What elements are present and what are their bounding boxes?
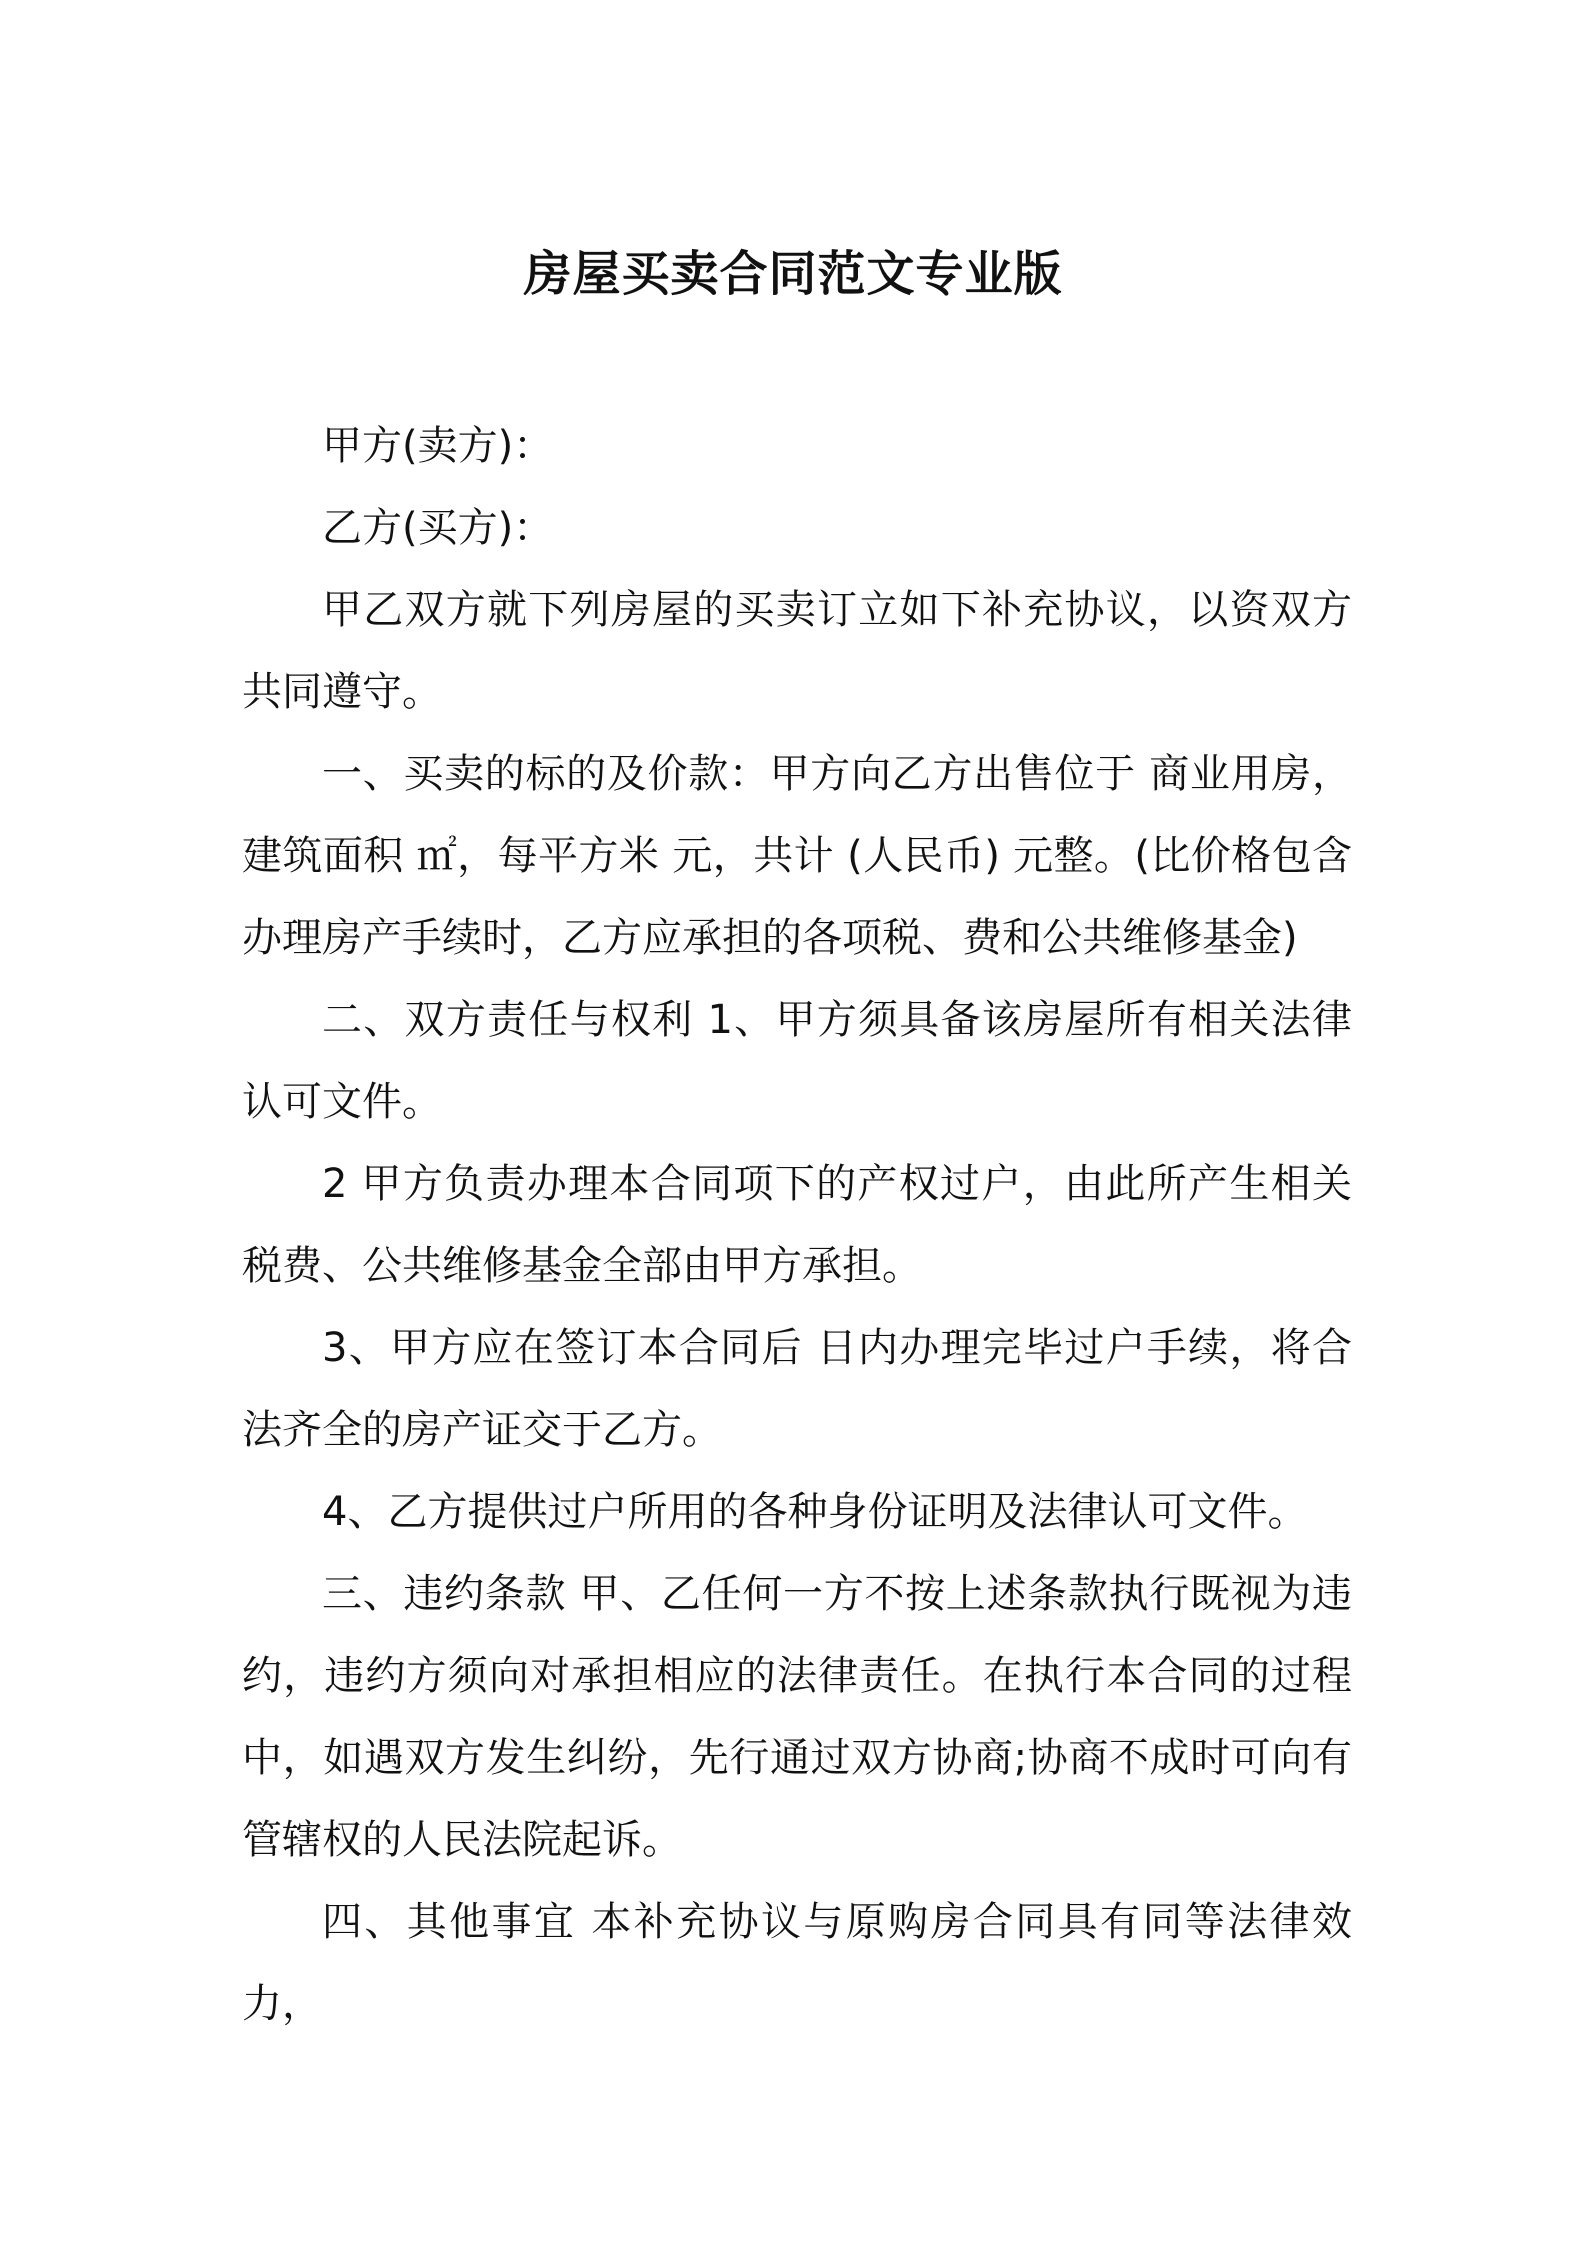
clause-2-item-2: 2 甲方负责办理本合同项下的产权过户，由此所产生相关税费、公共维修基金全部由甲方承担。 bbox=[242, 1161, 1352, 1289]
clause-2-item-4: 4、乙方提供过户所用的各种身份证明及法律认可文件。 bbox=[322, 1489, 1308, 1535]
party-a-line: 甲方(卖方)： bbox=[322, 423, 554, 469]
party-b-line: 乙方(买方)： bbox=[322, 505, 554, 551]
clause-1-subject-and-price: 一、买卖的标的及价款：甲方向乙方出售位于 商业用房，建筑面积 ㎡，每平方米 元，共计 (人民币) 元整。(比价格包含办理房产手续时，乙方应承担的各项税、费和公共维修基金) bbox=[242, 751, 1352, 961]
clause-2-responsibilities: 二、双方责任与权利 1、甲方须具备该房屋所有相关法律认可文件。 bbox=[242, 997, 1352, 1125]
document-title: 房屋买卖合同范文专业版 bbox=[523, 246, 1063, 303]
clause-4-other-matters: 四、其他事宜 本补充协议与原购房合同具有同等法律效力， bbox=[242, 1899, 1352, 2027]
document-body bbox=[242, 405, 1352, 2045]
agreement-intro: 甲乙双方就下列房屋的买卖订立如下补充协议，以资双方共同遵守。 bbox=[242, 587, 1352, 715]
clause-3-breach: 三、违约条款 甲、乙任何一方不按上述条款执行既视为违约，违约方须向对承担相应的法律责任。在执行本合同的过程中，如遇双方发生纠纷，先行通过双方协商;协商不成时可向有管辖权的人民法院起诉。 bbox=[242, 1571, 1352, 1863]
clause-2-item-3: 3、甲方应在签订本合同后 日内办理完毕过户手续，将合法齐全的房产证交于乙方。 bbox=[242, 1325, 1352, 1453]
